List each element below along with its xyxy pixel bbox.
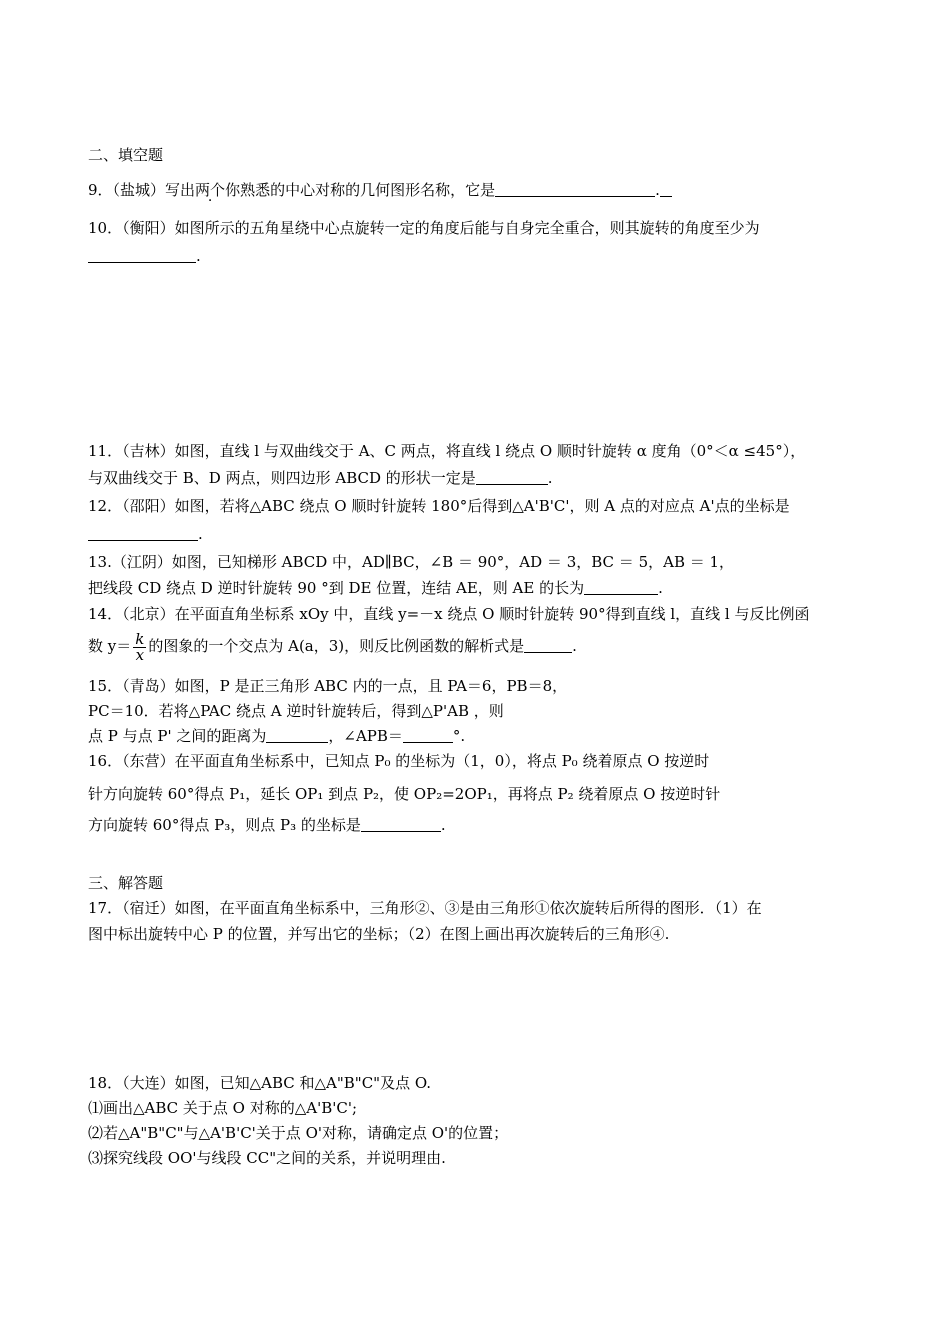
q15-blank-1 (266, 728, 328, 743)
q13-end: . (658, 579, 663, 597)
question-16-line3 (88, 815, 446, 835)
q10-blank (88, 248, 196, 263)
question-18-line4: ⑶探究线段 OO'与线段 CC"之间的关系，并说明理由. (88, 1149, 446, 1167)
q16-blank (361, 817, 441, 832)
question-17-line2: 图中标出旋转中心 P 的位置，并写出它的坐标；（2）在图上画出再次旋转后的三角形④. (88, 925, 670, 943)
question-17-line1: 17．（宿迁）如图，在平面直角坐标系中，三角形②、③是由三角形①依次旋转后所得的图形．（1）在 (88, 899, 762, 917)
q13-blank (584, 580, 658, 595)
q14-end: . (572, 637, 577, 655)
q15-text-a: 点 P 与点 P' 之间的距离为 (88, 727, 267, 745)
q9-emph: 两个 (195, 181, 226, 199)
q10-end: . (196, 247, 201, 265)
question-14-line1: 14．（北京）在平面直角坐标系 xOy 中，直线 y=－x 绕点 O 顺时针旋转 90°得到直线 l，直线 l 与反比例函 (88, 605, 810, 623)
q9-post: 你熟悉的中心对称的几何图形名称，它是 (225, 181, 496, 199)
q13-text: 把线段 CD 绕点 D 逆时针旋转 90 °到 DE 位置，连结 AE，则 AE 的长为 (88, 579, 585, 597)
q16-end: . (440, 816, 446, 834)
q9-end: . (655, 181, 660, 199)
question-18-line3: ⑵若△A"B"C"与△A'B'C'关于点 O'对称，请确定点 O'的位置； (88, 1124, 509, 1142)
question-15-line1: 15．（青岛）如图，P 是正三角形 ABC 内的一点，且 PA＝6，PB＝8， (88, 677, 568, 695)
question-14-line2 (88, 628, 577, 664)
q9-blank (495, 182, 655, 197)
question-11-line2 (88, 468, 553, 488)
q15-blank-2 (403, 728, 453, 743)
q15-end: °. (452, 727, 466, 745)
question-15-line2: PC＝10．若将△PAC 绕点 A 逆时针旋转后，得到△P'AB ，则 (88, 702, 504, 720)
q11-blank (476, 470, 548, 485)
question-10-line2 (88, 246, 201, 266)
q11-text: 与双曲线交于 B、D 两点，则四边形 ABCD 的形状一定是 (88, 469, 476, 487)
q12-blank (88, 526, 198, 541)
q14-frac-num: k (135, 629, 145, 648)
q14-post: 的图象的一个交点为 A(a，3)，则反比例函数的解析式是 (148, 637, 525, 655)
question-16-line1: 16．（东营）在平面直角坐标系中，已知点 P₀ 的坐标为（1，0），将点 P₀ 绕着原点 O 按逆时 (88, 752, 710, 770)
question-9 (88, 180, 672, 200)
q16-text: 方向旋转 60°得点 P₃，则点 P₃ 的坐标是 (88, 816, 361, 834)
q9-pre: 9．（盐城）写出 (88, 181, 196, 199)
q14-pre: 数 y＝ (88, 637, 132, 655)
q14-blank (524, 638, 572, 653)
question-13-line2 (88, 578, 663, 598)
question-18-line1: 18．（大连）如图，已知△ABC 和△A"B"C"及点 O. (88, 1074, 432, 1092)
q14-fraction (133, 629, 146, 664)
section-heading-fill-blank: 二、填空题 (88, 146, 164, 164)
q14-frac-den: x (135, 645, 145, 664)
question-11-line1: 11．（吉林）如图，直线 l 与双曲线交于 A、C 两点，将直线 l 绕点 O 顺时针旋转 α 度角（0°＜α ≤45°）， (88, 442, 806, 460)
question-16-line2: 针方向旋转 60°得点 P₁，延长 OP₁ 到点 P₂，使 OP₂=2OP₁，再将点 P₂ 绕着原点 O 按逆时针 (88, 785, 721, 803)
question-18-line2: ⑴画出△ABC 关于点 O 对称的△A'B'C'; (88, 1099, 358, 1117)
q11-end: . (547, 469, 553, 487)
question-10-line1: 10．（衡阳）如图所示的五角星绕中心点旋转一定的角度后能与自身完全重合，则其旋转的角度至少为 (88, 219, 760, 237)
question-15-line3 (88, 726, 465, 746)
section-heading-answer: 三、解答题 (88, 874, 164, 892)
question-13-line1: 13.（江阴）如图，已知梯形 ABCD 中，AD∥BC，∠B ＝ 90°，AD ＝ 3，BC ＝ 5，AB ＝ 1， (88, 553, 735, 571)
question-12-line2 (88, 524, 203, 544)
question-12-line1: 12．（邵阳）如图，若将△ABC 绕点 O 顺时针旋转 180°后得到△A'B'C'，则 A 点的对应点 A'点的坐标是 (88, 497, 790, 515)
q12-end: . (198, 525, 203, 543)
q15-text-b: ，∠APB＝ (328, 727, 403, 745)
